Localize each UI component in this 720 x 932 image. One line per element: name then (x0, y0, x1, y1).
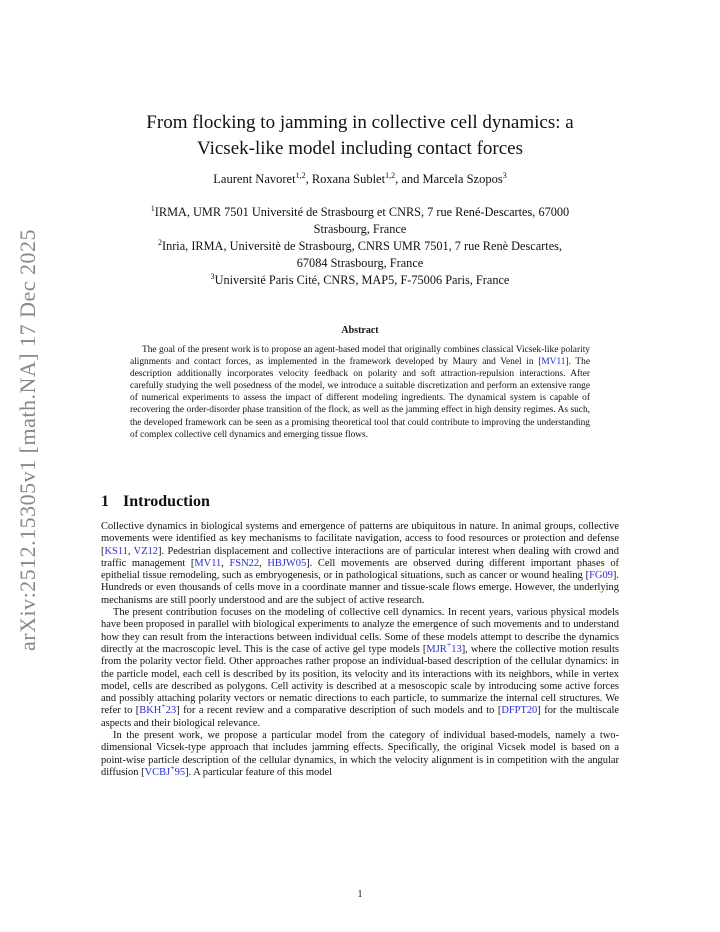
citation-link[interactable]: MV11 (194, 557, 222, 569)
abstract-text: The goal of the present work is to propose an agent-based model that originally combines classical Vicsek-like polarity alignments and contact forces, as implemented in the framework developed by Maury and Venel in [MV11]. The description additionally incorporates velocity feedback on polarity and soft attraction-repulsion interactions. After carefully studying the well posedness of the model, we introduce a suitable discretization and perform an extensive range of numerical experiments to assess the impact of different modeling ingredients. The dynamical system is capable of recovering the order-disorder phase transition of the flock, as well as the jamming effect in high density regimes. As such, the developed framework can be seen as a promising theoretical tool that could contribute to improving the understanding of complex collective cell dynamics and emerging tissue flows. (130, 345, 591, 440)
affiliations (100, 204, 620, 289)
section-title: Introduction (123, 493, 210, 510)
affiliation-1-cont: Strasbourg, France (313, 222, 407, 236)
title-line-2: Vicsek-like model including contact forces (197, 138, 523, 159)
author-list: Laurent Navoret$^{1,2}$, Roxana Sublet$^{1,2}$, and Marcela Szopos$^3$ (213, 170, 507, 186)
author-1: Laurent Navoret (213, 172, 296, 186)
paragraph-3: In the present work, we propose a particular model from the category of individual based-models, namely a two-dimensional Vicsek-type approach that includes jamming effects. Specifically, the original Vicsek model is based on a point-wise particle description of the cellular dynamics, in which the velocity alignment is in competition with the angular diffusion [VCBJ+95]. A particular feature of this model (101, 730, 619, 778)
affiliation-1: $^1$IRMA, UMR 7501 Université de Strasbourg et CNRS, 7 rue René-Descartes, 67000 (150, 203, 570, 219)
section-number: 1 (101, 493, 109, 510)
arxiv-sidebar (8, 230, 48, 650)
citation-link[interactable]: MJR+13 (426, 640, 462, 655)
body-text (101, 521, 619, 779)
citation-link[interactable]: MV11 (541, 357, 566, 368)
title-line-1: From flocking to jamming in collective cell dynamics: a (146, 112, 574, 133)
citation-link[interactable]: KS11 (104, 545, 128, 557)
paragraph-1: Collective dynamics in biological systems and emergence of patterns are ubiquitous in nature. In animal groups, collective movements were identified as key mechanisms to facilitate navigation, access to food resources or protection and defense [KS11, VZ12]. Pedestrian displacement and collective interactions are of particular interest when dealing with crowd and traffic management [MV11, FSN22, HBJW05]. Cell movements are observed during different important phases of epithelial tissue remodeling, such as embryogenesis, or in pathological situations, such as cancer or wound healing [FG09]. Hundreds or even thousands of cells move in a coordinate manner and tissue-scale flows emerge. However, the underlying mechanisms are still poorly understood and are the subject of active research. (101, 521, 620, 606)
author-1-affil: 1,2 (295, 170, 306, 180)
author-2: Roxana Sublet (311, 172, 386, 186)
affiliation-2: $^2$Inria, IRMA, Universitè de Strasbourg, CNRS UMR 7501, 7 rue Renè Descartes, (157, 237, 563, 253)
abstract-heading: Abstract (341, 325, 379, 336)
affiliation-3: $^3$Université Paris Cité, CNRS, MAP5, F-75006 Paris, France (210, 271, 510, 287)
affiliation-2-cont: 67084 Strasbourg, France (296, 256, 424, 270)
author-3-affil: 3 (502, 170, 507, 180)
citation-link[interactable]: HBJW05 (267, 557, 307, 569)
citation-link[interactable]: FSN22 (229, 557, 260, 569)
citation-link[interactable]: BKH+23 (139, 701, 177, 717)
citation-link[interactable]: FG09 (589, 570, 613, 582)
section-heading (101, 493, 210, 511)
author-3: and Marcela Szopos (401, 172, 503, 186)
citation-link[interactable]: VCBJ+95 (144, 763, 186, 778)
arxiv-identifier: arXiv:2512.15305v1 [math.NA] 17 Dec 2025 (15, 228, 40, 652)
page-number: 1 (357, 889, 363, 900)
author-2-affil: 1,2 (385, 170, 396, 180)
citation-link[interactable]: DFPT20 (501, 705, 538, 717)
paragraph-2: The present contribution focuses on the modeling of collective cell dynamics. In recent years, various physical models have been proposed in parallel with biological experiments to analyze the emergence of such movements and to understand how they can result from the interactions between individual cells. Some of these models attempt to describe the dynamics directly at the macroscopic level. This is the case of active gel type models [MJR+13], where the collective motion results from the polarity vector field. Other approaches rather propose an individual-based description of the cellular dynamics: in the particle model, each cell is described by its position, its velocity and its interactions with its neighbors, while in vertex model, cells are described as polygons. Cell activity is described at a mesoscopic scale by introducing some active forces and possibly attaching polarity vectors or nematic directions to each particle, to summarize the internal cell structures. We refer to [BKH+23] for a recent review and a comparative description of such models and to [DFPT20] for the multiscale aspects and their biological relevance. (101, 607, 619, 729)
paper-title (100, 110, 620, 162)
citation-link[interactable]: VZ12 (133, 545, 159, 557)
